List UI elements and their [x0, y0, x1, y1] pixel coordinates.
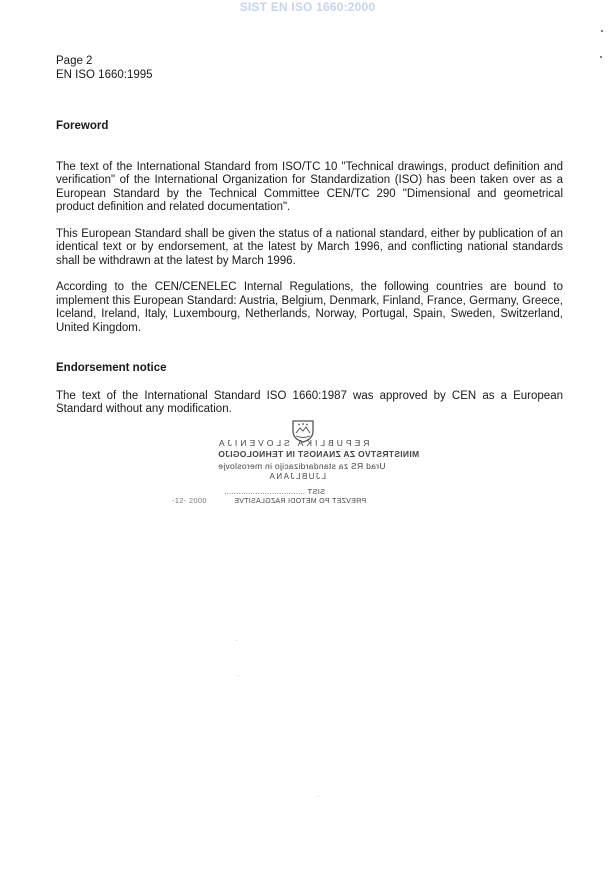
stamp-date: -12- 2000 [172, 496, 207, 505]
stamp-line-3: Urad RS za standardizacijo in meroslovje [218, 461, 386, 471]
stamp-line-1: REPUBLIKA SLOVENIJA [216, 438, 370, 448]
scan-speck [318, 796, 319, 797]
stamp-line-6: PREVZET PO METODI RAZGLASITVE [234, 498, 367, 505]
page-header [56, 54, 153, 82]
page-number: Page 2 [56, 55, 93, 67]
stamp-line-5: SIST .................................. [224, 487, 326, 496]
scan-speck [600, 56, 602, 58]
foreword-heading: Foreword [56, 120, 109, 132]
watermark: SIST EN ISO 1660:2000 [239, 0, 376, 14]
document-body [56, 120, 563, 417]
scan-speck [238, 675, 239, 676]
endorsement-text: The text of the International Standard ISO 1660:1987 was approved by CEN as a European Standard without any modification. [56, 389, 563, 415]
stamp-line-4: LJUBLJANA [268, 472, 326, 481]
scan-speck [601, 30, 603, 32]
scan-speck [236, 640, 237, 641]
official-stamp [170, 418, 420, 518]
endorsement-heading: Endorsement notice [56, 362, 167, 374]
foreword-paragraph-2: This European Standard shall be given the status of a national standard, either by publication of an identical text or by endorsement, at the latest by March 1996, and conflicting national standards shall be withdrawn at the latest by March 1996. [56, 227, 563, 267]
stamp-line-2: MINISTRSTVO ZA ZNANOST IN TEHNOLOGIJO [218, 449, 420, 459]
foreword-paragraph-3: According to the CEN/CENELEC Internal Regulations, the following countries are bound to implement this European Standard: Austria, Belgium, Denmark, Finland, France, Germany, Greece, Iceland, Ireland, Italy, Luxembourg, Netherlands, Norway, Portugal, Spain, Sweden, Switzerland, United Kingdom. [56, 281, 563, 334]
foreword-paragraph-1: The text of the International Standard from ISO/TC 10 "Technical drawings, product definition and verification" of the International Organization for Standardization (ISO) has been taken over as a European Standard by the Technical Committee CEN/TC 290 "Dimensional and geometrical product definition and related documentation". [56, 160, 563, 213]
standard-number: EN ISO 1660:1995 [56, 69, 153, 81]
